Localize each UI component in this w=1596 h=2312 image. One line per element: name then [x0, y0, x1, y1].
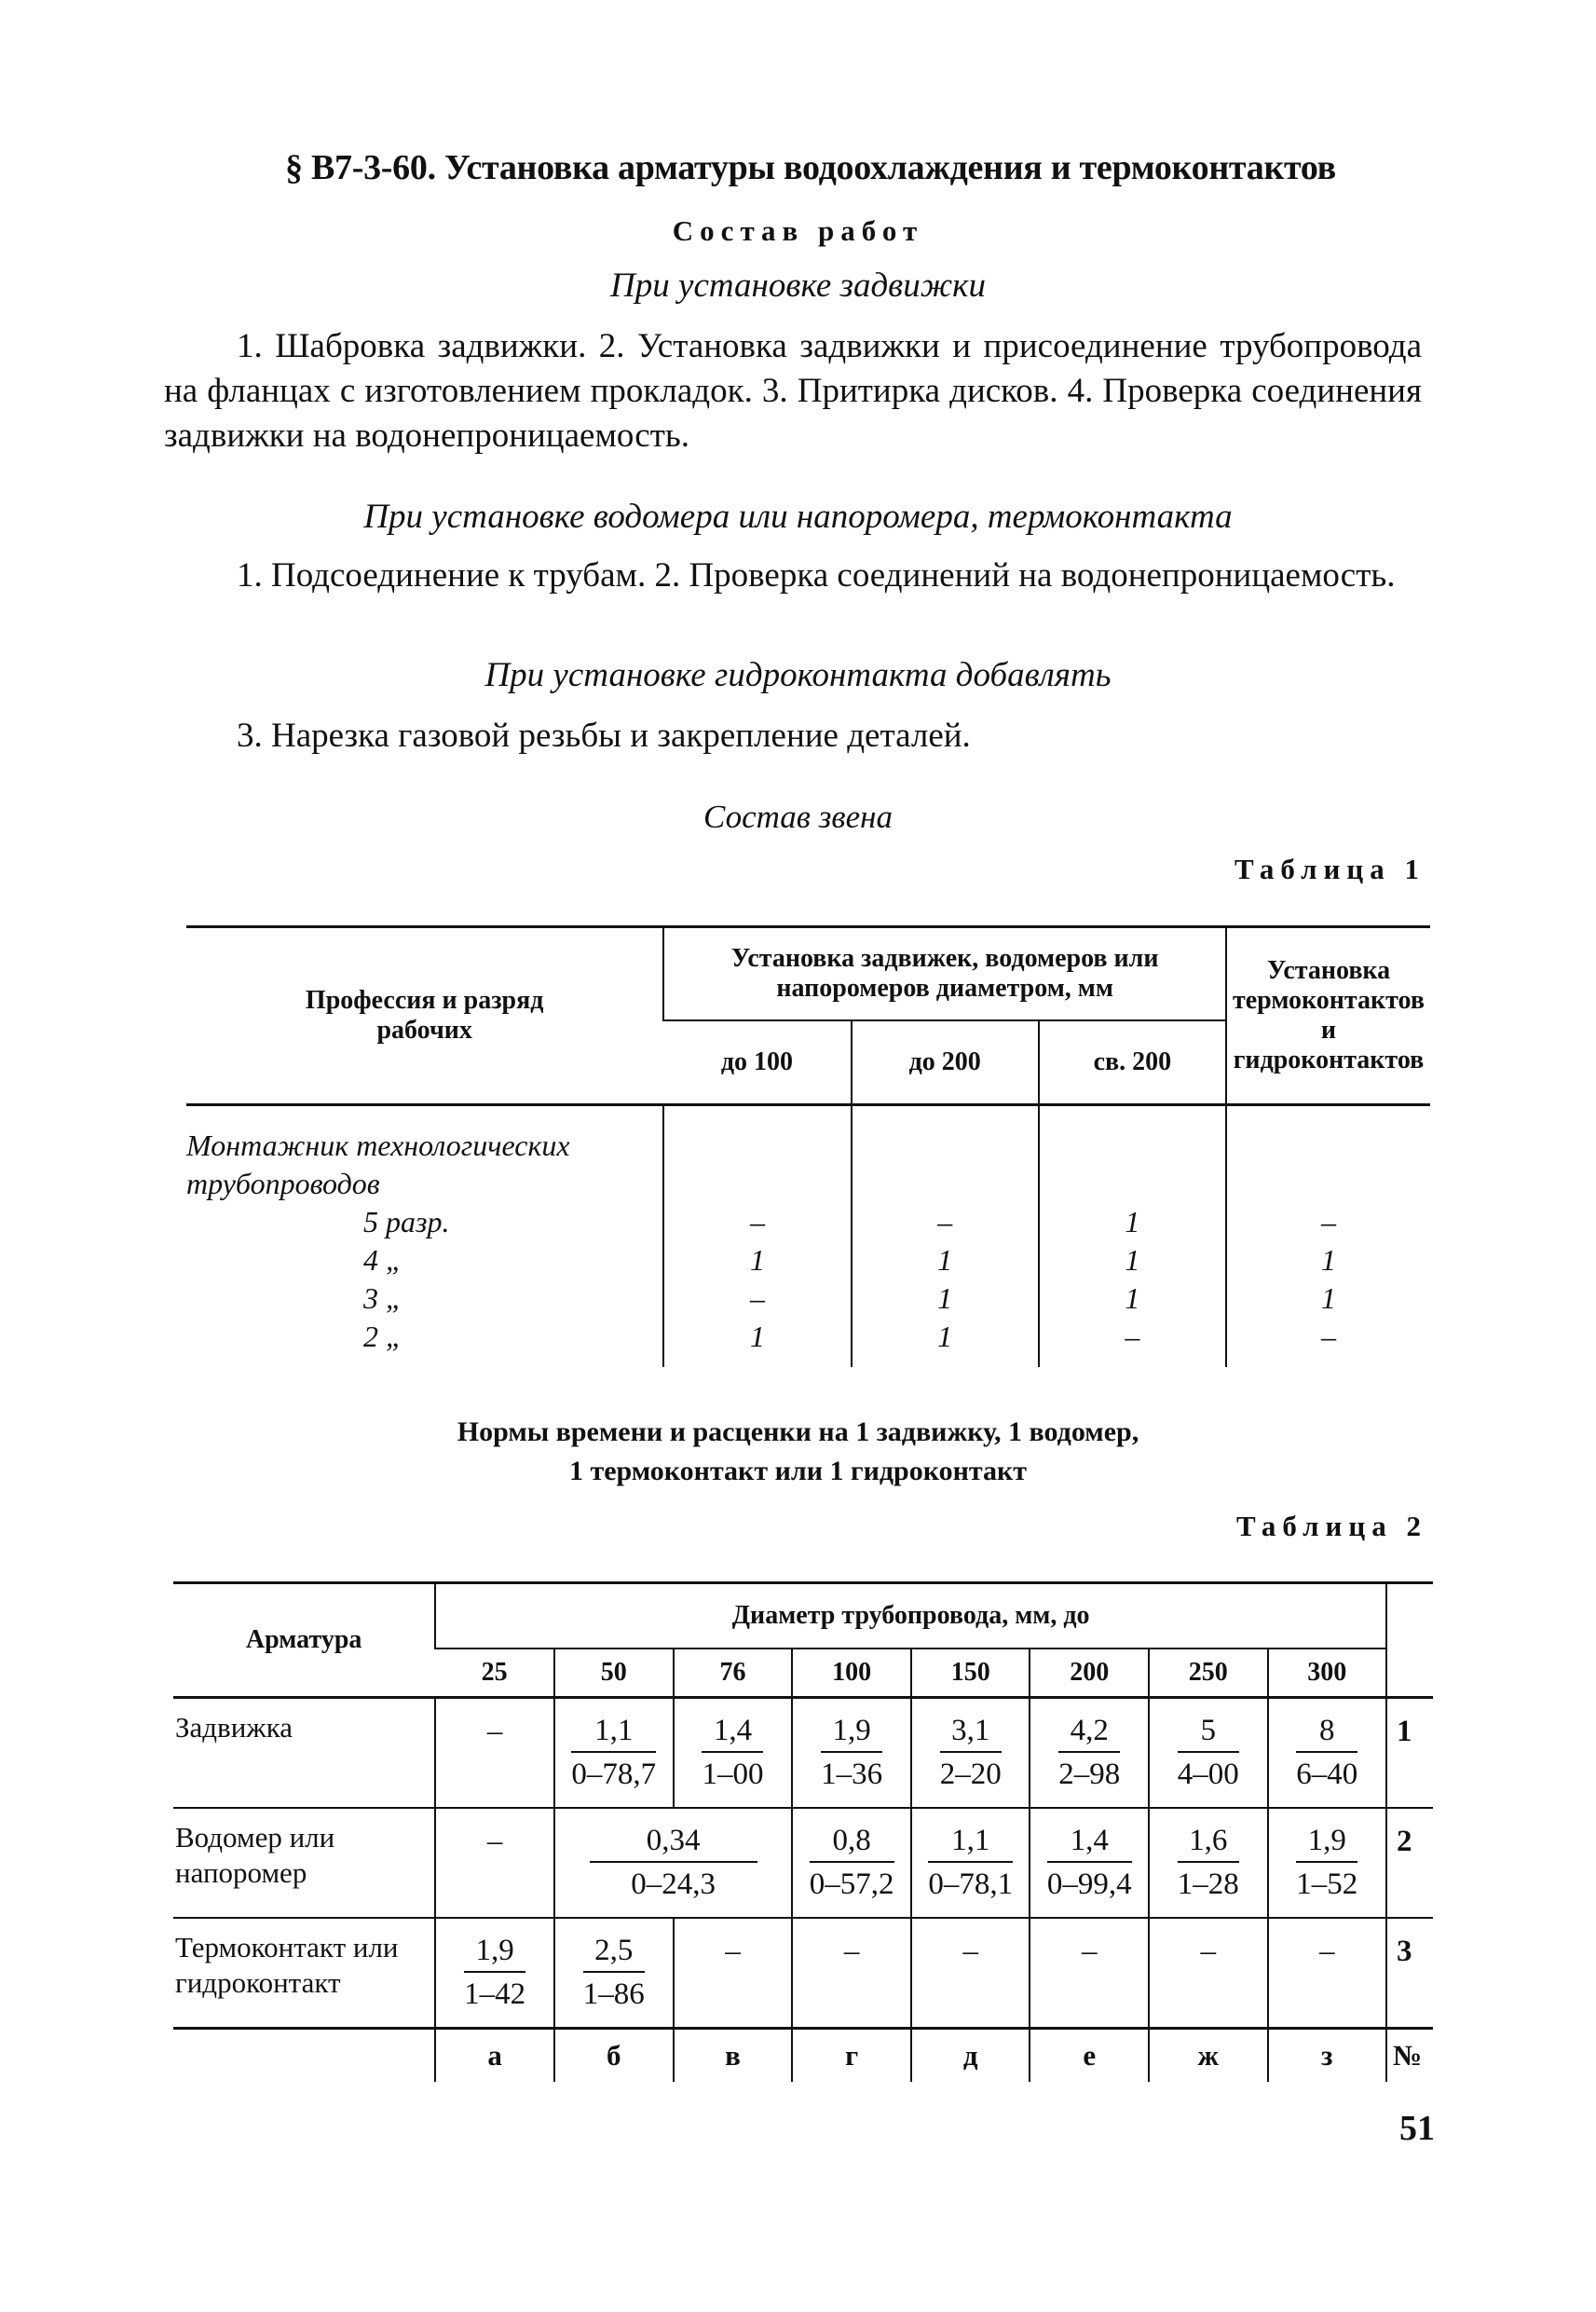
t1-cell: 1 — [1226, 1241, 1430, 1279]
subheading-valve: При установке задвижки — [610, 267, 986, 305]
t2-fitting-name: Водомер или напоромер — [175, 1821, 335, 1889]
t1-cell: – — [1226, 1203, 1430, 1241]
t1-profession-line1: Монтажник технологических — [186, 1129, 570, 1162]
t2-column-letters — [173, 2029, 1433, 2083]
t2-cell: – — [435, 1808, 553, 1918]
t2-col-letter: г — [792, 2029, 911, 2083]
t2-diam: 25 — [435, 1648, 553, 1698]
t2-cell: $\frac{0,8}{0-57,2}$ — [792, 1808, 911, 1918]
t2-row-number: 1 — [1386, 1698, 1433, 1809]
t2-cell: – — [1149, 1918, 1267, 2029]
t2-cell: $\frac{4,2}{2-98}$ — [1030, 1698, 1149, 1809]
t2-cell: $\frac{2,5}{1-86}$ — [554, 1918, 674, 2029]
t1-grade: 4 „ — [363, 1243, 402, 1277]
work-composition-title: Состав работ — [672, 214, 924, 247]
t1-cell: 1 — [1039, 1203, 1226, 1241]
t2-diam: 300 — [1268, 1648, 1386, 1698]
t2-cell: $\frac{1,9}{1-36}$ — [792, 1698, 911, 1809]
t2-diam: 250 — [1149, 1648, 1267, 1698]
t1-header-profession: Профессия и разряд рабочих — [186, 927, 663, 1105]
t2-cell: $\frac{3,1}{2-20}$ — [911, 1698, 1030, 1809]
t2-row-number: 3 — [1386, 1918, 1433, 2029]
t2-col-letter: ж — [1149, 2029, 1267, 2083]
t2-header-fitting: Арматура — [173, 1583, 435, 1698]
t1-cell: – — [852, 1203, 1039, 1241]
t1-grade: 3 „ — [363, 1281, 402, 1315]
t2-col-letter: б — [554, 2029, 674, 2083]
t1-cell: 1 — [852, 1241, 1039, 1279]
page-number: 51 — [1399, 2109, 1435, 2148]
t2-diam: 150 — [911, 1648, 1030, 1698]
t1-header-over200: св. 200 — [1039, 1020, 1226, 1105]
norms-title-line2: 1 термоконтакт или 1 гидроконтакт — [568, 1456, 1028, 1486]
t2-row-valve — [173, 1698, 1433, 1809]
t1-cell: – — [663, 1279, 851, 1318]
t2-diam: 200 — [1030, 1648, 1149, 1698]
t2-col-letter: е — [1030, 2029, 1149, 2083]
t2-cell: $\frac{1,1}{0-78,1}$ — [911, 1808, 1030, 1918]
t1-header-thermo: Установка термоконтактов и гидроконтактов — [1226, 927, 1430, 1105]
t1-profession-line2: трубопроводов — [186, 1167, 380, 1200]
t2-cell: $\frac{1,4}{0-99,4}$ — [1030, 1808, 1149, 1918]
crew-table — [186, 925, 1430, 1367]
t1-grade: 2 „ — [363, 1320, 402, 1353]
t2-col-letter: д — [911, 2029, 1030, 2083]
t1-cell: 1 — [852, 1318, 1039, 1367]
t2-cell: $\frac{5}{4-00}$ — [1149, 1698, 1267, 1809]
norms-title-line1: Нормы времени и расценки на 1 задвижку, 1 водомер, — [457, 1416, 1139, 1447]
t1-cell: 1 — [663, 1318, 851, 1367]
t1-cell: – — [663, 1203, 851, 1241]
norms-table — [173, 1581, 1433, 2082]
t2-cell: $\frac{1,1}{0-78,7}$ — [554, 1698, 674, 1809]
t2-row-watermeter — [173, 1808, 1433, 1918]
t2-cell: – — [911, 1918, 1030, 2029]
norms-title — [0, 1413, 1596, 1491]
t2-col-letter: в — [674, 2029, 793, 2083]
t1-cell: 1 — [663, 1241, 851, 1279]
t1-row — [186, 1318, 1430, 1367]
t2-diam: 100 — [792, 1648, 911, 1698]
t1-row — [186, 1203, 1430, 1241]
t1-cell: – — [1039, 1318, 1226, 1367]
table2-caption: Таблица 2 — [1236, 1510, 1427, 1542]
t1-cell: 1 — [1226, 1279, 1430, 1318]
t2-diam: 76 — [674, 1648, 793, 1698]
t2-header-group: Диаметр трубопровода, мм, до — [435, 1583, 1386, 1649]
section-heading: § В7-3-60. Установка арматуры водоохлаждения и термоконтактов — [285, 148, 1336, 187]
t2-cell: – — [674, 1918, 793, 2029]
t1-row — [186, 1279, 1430, 1318]
t2-header-num — [1386, 1583, 1433, 1698]
paragraph-hydrocontact-steps: 3. Нарезка газовой резьбы и закрепление деталей. — [237, 717, 971, 755]
t1-cell: 1 — [852, 1279, 1039, 1318]
t1-cell: – — [1226, 1318, 1430, 1367]
t2-cell: $\frac{8}{6-40}$ — [1268, 1698, 1386, 1809]
t2-cell: $\frac{1,4}{1-00}$ — [674, 1698, 793, 1809]
t2-col-letter: з — [1268, 2029, 1386, 2083]
t2-row-thermocontact — [173, 1918, 1433, 2029]
paragraph-valve-steps: 1. Шабровка задвижки. 2. Установка задвижки и присоединение трубопровода на фланцах с изготовлением прокладок. 3. Притирка дисков. 4. Проверка соединения задвижки на водонепроницаемость. — [164, 327, 1422, 455]
t2-diam: 50 — [554, 1648, 674, 1698]
t2-cell: $\frac{0,34}{0-24,3}$ — [554, 1808, 793, 1918]
paragraph-watermeter-steps: 1. Подсоединение к трубам. 2. Проверка соединений на водонепроницаемость. — [237, 556, 1396, 595]
t2-cell: $\frac{1,6}{1-28}$ — [1149, 1808, 1267, 1918]
crew-title: Состав звена — [703, 799, 893, 835]
t1-header-group: Установка задвижек, водомеров или напоромеров диаметром, мм — [663, 927, 1226, 1021]
t2-cell: $\frac{1,9}{1-42}$ — [435, 1918, 553, 2029]
subheading-watermeter: При установке водомера или напоромера, термоконтакта — [363, 498, 1233, 536]
table1-caption: Таблица 1 — [1235, 853, 1425, 885]
t2-row-number: 2 — [1386, 1808, 1433, 1918]
t2-cell: $\frac{1,9}{1-52}$ — [1268, 1808, 1386, 1918]
t2-col-letter-num: № — [1386, 2029, 1433, 2083]
t2-cell: – — [435, 1698, 553, 1809]
t1-header-d200: до 200 — [852, 1020, 1039, 1105]
t2-col-letter: а — [435, 2029, 553, 2083]
subheading-hydrocontact: При установке гидроконтакта добавлять — [484, 656, 1112, 694]
t1-grade: 5 разр. — [363, 1205, 450, 1238]
t1-header-d100: до 100 — [663, 1020, 851, 1105]
t1-cell: 1 — [1039, 1241, 1226, 1279]
t2-fitting-name: Задвижка — [175, 1711, 293, 1744]
t2-cell: – — [792, 1918, 911, 2029]
t2-cell: – — [1268, 1918, 1386, 2029]
t2-fitting-name: Термоконтакт или гидроконтакт — [175, 1931, 399, 1999]
t1-cell: 1 — [1039, 1279, 1226, 1318]
t2-cell: – — [1030, 1918, 1149, 2029]
t1-row — [186, 1241, 1430, 1279]
